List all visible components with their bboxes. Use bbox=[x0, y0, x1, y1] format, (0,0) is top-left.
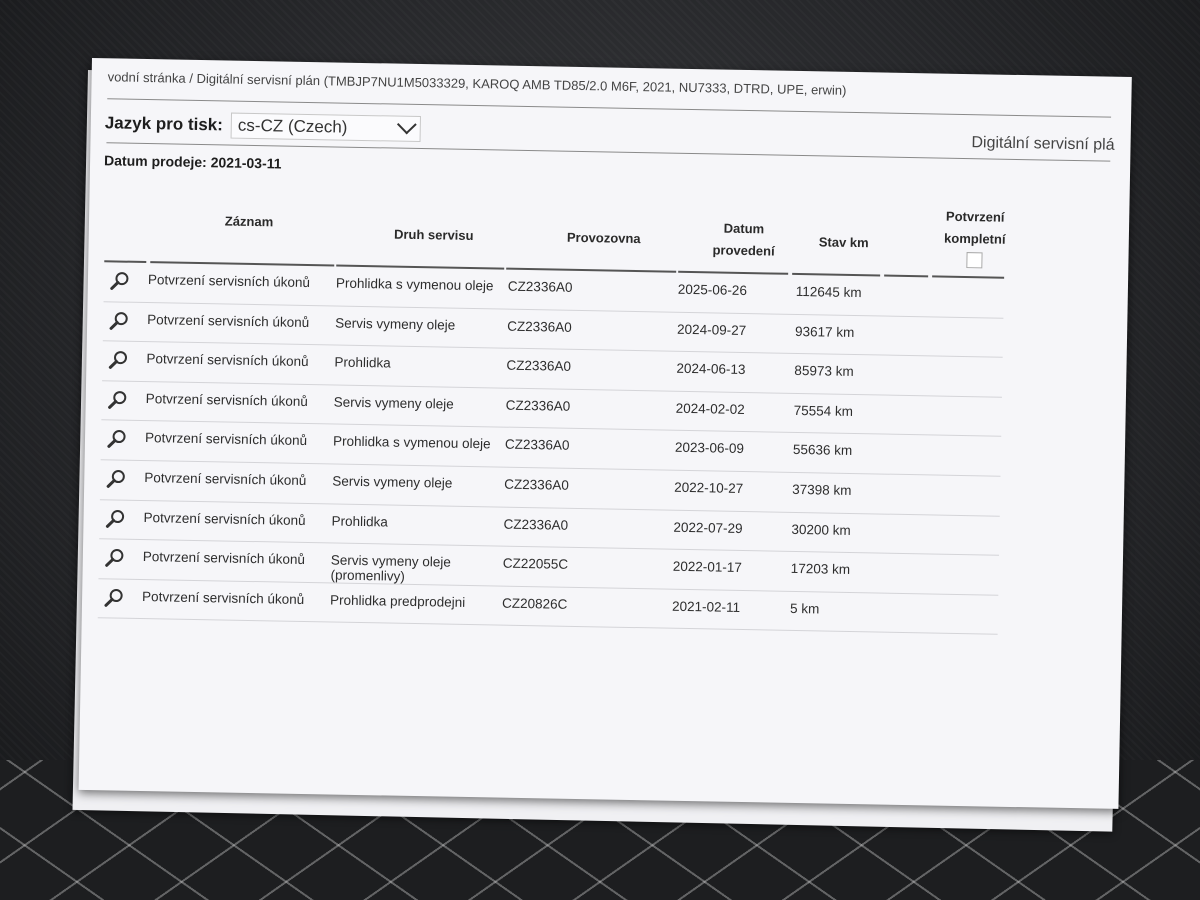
magnifier-icon[interactable] bbox=[108, 350, 128, 370]
magnifier-icon[interactable] bbox=[110, 270, 130, 290]
cell-km: 112645 km bbox=[795, 283, 862, 301]
cell-date: 2022-07-29 bbox=[673, 519, 743, 536]
language-selected-value: cs-CZ (Czech) bbox=[237, 115, 348, 137]
cell-workshop: CZ2336A0 bbox=[506, 357, 572, 375]
language-select[interactable] bbox=[231, 113, 421, 142]
col-km: Stav km bbox=[818, 234, 869, 251]
cell-record: Potvrzení servisních úkonů bbox=[146, 351, 309, 370]
cell-km: 30200 km bbox=[791, 521, 851, 538]
cell-date: 2024-09-27 bbox=[676, 321, 747, 338]
cell-km: 5 km bbox=[789, 600, 820, 617]
cell-km: 37398 km bbox=[792, 481, 852, 498]
col-confirm bbox=[934, 205, 1015, 268]
cell-record: Potvrzení servisních úkonů bbox=[142, 588, 305, 607]
magnifier-icon[interactable] bbox=[108, 389, 128, 409]
cell-km: 75554 km bbox=[793, 402, 854, 419]
cell-service-type: Prohlidka bbox=[331, 513, 388, 530]
cell-date: 2025-06-26 bbox=[677, 281, 748, 299]
printed-page bbox=[79, 58, 1132, 809]
col-confirm-line2: kompletní bbox=[944, 230, 1006, 247]
col-record: Záznam bbox=[224, 213, 274, 230]
col-workshop: Provozovna bbox=[566, 229, 641, 247]
breadcrumb: vodní stránka / Digitální servisní plán (TMBJP7NU1M5033329, KAROQ AMB TD85/2.0 M6F, 2021, NU7333, DTRD, UPE, erwin) bbox=[107, 69, 847, 98]
page-title: Digitální servisní plá bbox=[971, 134, 1115, 154]
magnifier-icon[interactable] bbox=[106, 468, 126, 488]
cell-record: Potvrzení servisních úkonů bbox=[142, 549, 306, 568]
magnifier-icon[interactable] bbox=[104, 587, 124, 607]
cell-workshop: CZ2336A0 bbox=[505, 397, 571, 414]
cell-record: Potvrzení servisních úkonů bbox=[145, 390, 308, 409]
language-row bbox=[105, 110, 422, 142]
cell-service-type: Servis vymeny oleje bbox=[333, 394, 454, 412]
cell-km: 55636 km bbox=[792, 442, 853, 459]
cell-service-type: Servis vymeny oleje bbox=[335, 315, 456, 333]
cell-record: Potvrzení servisních úkonů bbox=[147, 272, 311, 291]
cell-service-type: Servis vymeny oleje (promenlivy) bbox=[330, 552, 452, 584]
cell-service-type: Prohlidka predprodejni bbox=[329, 592, 466, 610]
col-confirm-line1: Potvrzení bbox=[945, 208, 1005, 225]
cell-date: 2024-02-02 bbox=[675, 400, 745, 417]
service-table bbox=[98, 186, 1006, 635]
chevron-down-icon bbox=[397, 115, 417, 135]
cell-date: 2021-02-11 bbox=[671, 598, 741, 615]
cell-km: 17203 km bbox=[790, 561, 851, 578]
cell-workshop: CZ20826C bbox=[501, 595, 568, 612]
cell-workshop: CZ2336A0 bbox=[504, 437, 570, 454]
language-label: Jazyk pro tisk: bbox=[104, 113, 224, 135]
cell-service-type: Prohlidka s vymenou oleje bbox=[335, 275, 494, 294]
cell-record: Potvrzení servisních úkonů bbox=[144, 469, 307, 488]
cell-workshop: CZ2336A0 bbox=[504, 476, 569, 493]
cell-service-type: Prohlidka s vymenou oleje bbox=[332, 433, 491, 452]
cell-km: 85973 km bbox=[794, 363, 854, 380]
cell-service-type: Prohlidka bbox=[334, 354, 391, 371]
magnifier-icon[interactable] bbox=[105, 547, 125, 567]
magnifier-icon[interactable] bbox=[107, 429, 127, 449]
cell-date: 2022-01-17 bbox=[672, 558, 742, 576]
sale-date: Datum prodeje: 2021-03-11 bbox=[103, 152, 282, 172]
cell-date: 2022-10-27 bbox=[674, 479, 744, 496]
magnifier-icon[interactable] bbox=[109, 310, 129, 330]
cell-date: 2023-06-09 bbox=[674, 440, 745, 457]
confirm-all-checkbox[interactable] bbox=[966, 252, 982, 268]
cell-workshop: CZ22055C bbox=[502, 555, 569, 572]
col-date-line2: provedení bbox=[712, 242, 775, 259]
col-date-line1: Datum bbox=[723, 220, 765, 237]
table-body bbox=[98, 262, 1004, 635]
cell-date: 2024-06-13 bbox=[676, 360, 746, 378]
cell-workshop: CZ2336A0 bbox=[503, 516, 569, 533]
col-date bbox=[688, 217, 799, 263]
cell-km: 93617 km bbox=[794, 323, 855, 340]
cell-record: Potvrzení servisních úkonů bbox=[144, 430, 308, 449]
cell-workshop: CZ2336A0 bbox=[507, 278, 573, 295]
magnifier-icon[interactable] bbox=[105, 508, 125, 528]
cell-workshop: CZ2336A0 bbox=[507, 318, 572, 335]
cell-record: Potvrzení servisních úkonů bbox=[147, 311, 310, 330]
cell-record: Potvrzení servisních úkonů bbox=[143, 509, 306, 528]
cell-service-type: Servis vymeny oleje bbox=[332, 473, 453, 491]
col-service-type: Druh servisu bbox=[393, 226, 474, 244]
